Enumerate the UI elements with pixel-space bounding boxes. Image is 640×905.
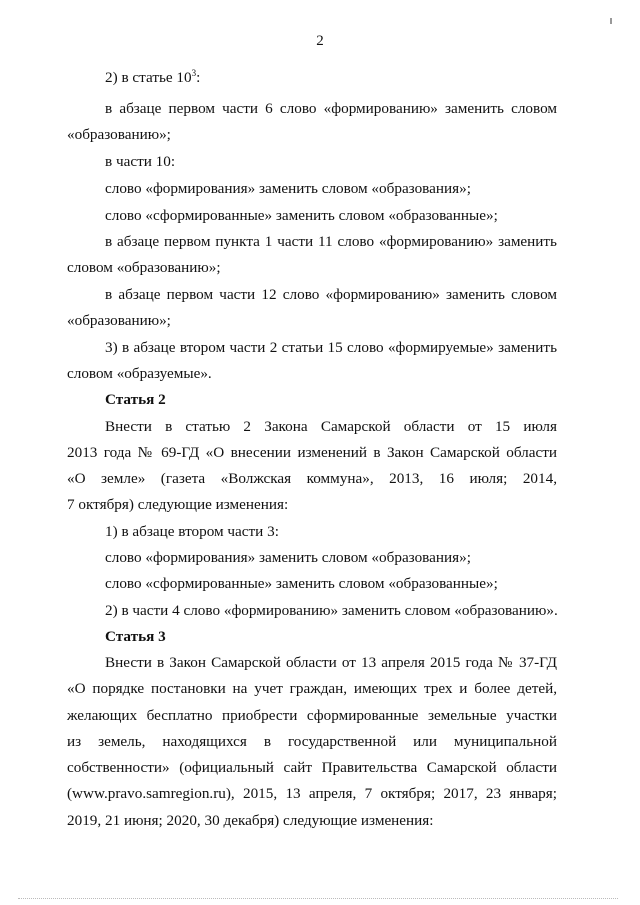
text-line: в части 10: — [105, 153, 176, 170]
page-number: 2 — [316, 33, 324, 49]
text-line: Внести в статью 2 Закона Самарской области от 15 июля — [105, 418, 557, 435]
text-line: «О земле» (газета «Волжская коммуна», 2013, 16 июля; 2014, — [67, 470, 557, 487]
text-line: (www.pravo.samregion.ru), 2015, 13 апреля, 7 октября; 2017, 23 января; — [67, 785, 557, 802]
scan-mark — [610, 18, 612, 24]
text-line: «О порядке постановки на учет граждан, имеющих трех и более детей, — [67, 680, 557, 697]
text-line: Внести в Закон Самарской области от 13 апреля 2015 года № 37-ГД — [105, 654, 557, 671]
text-line: слово «сформированные» заменить словом «образованные»; — [105, 207, 498, 224]
section-heading: Статья 3 — [105, 628, 166, 645]
text-line: 2013 года № 69-ГД «О внесении изменений в Закон Самарской области — [67, 444, 557, 461]
text-line: 2019, 21 июня; 2020, 30 декабря) следующие изменения: — [67, 812, 434, 829]
text-line: 1) в абзаце втором части 3: — [105, 523, 279, 540]
text-line: в абзаце первом части 6 слово «формированию» заменить словом — [105, 100, 557, 117]
text-line: «образованию»; — [67, 312, 171, 329]
text-line: в абзаце первом части 12 слово «формированию» заменить словом — [105, 286, 557, 303]
text-line: из земель, находящихся в государственной или муниципальной — [67, 733, 557, 750]
text-line: собственности» (официальный сайт Правительства Самарской области — [67, 759, 557, 776]
text-line: слово «сформированные» заменить словом «образованные»; — [105, 575, 498, 592]
text-line: слово «формирования» заменить словом «образования»; — [105, 180, 471, 197]
text-line: в абзаце первом пункта 1 части 11 слово «формированию» заменить — [105, 233, 557, 250]
text-line: словом «образуемые». — [67, 365, 212, 382]
text-line: 3) в абзаце втором части 2 статьи 15 слово «формируемые» заменить — [105, 339, 557, 356]
text-line: 2) в статье $10^3$: — [105, 67, 201, 86]
text-line: 7 октября) следующие изменения: — [67, 496, 289, 513]
text-line: слово «формирования» заменить словом «образования»; — [105, 549, 471, 566]
text-line: желающих бесплатно приобрести сформированные земельные участки — [67, 707, 557, 724]
scan-edge — [18, 898, 618, 900]
text-line: 2) в части 4 слово «формированию» заменить словом «образованию». — [105, 602, 558, 619]
text-line: словом «образованию»; — [67, 259, 221, 276]
text-line: «образованию»; — [67, 126, 171, 143]
section-heading: Статья 2 — [105, 391, 166, 408]
